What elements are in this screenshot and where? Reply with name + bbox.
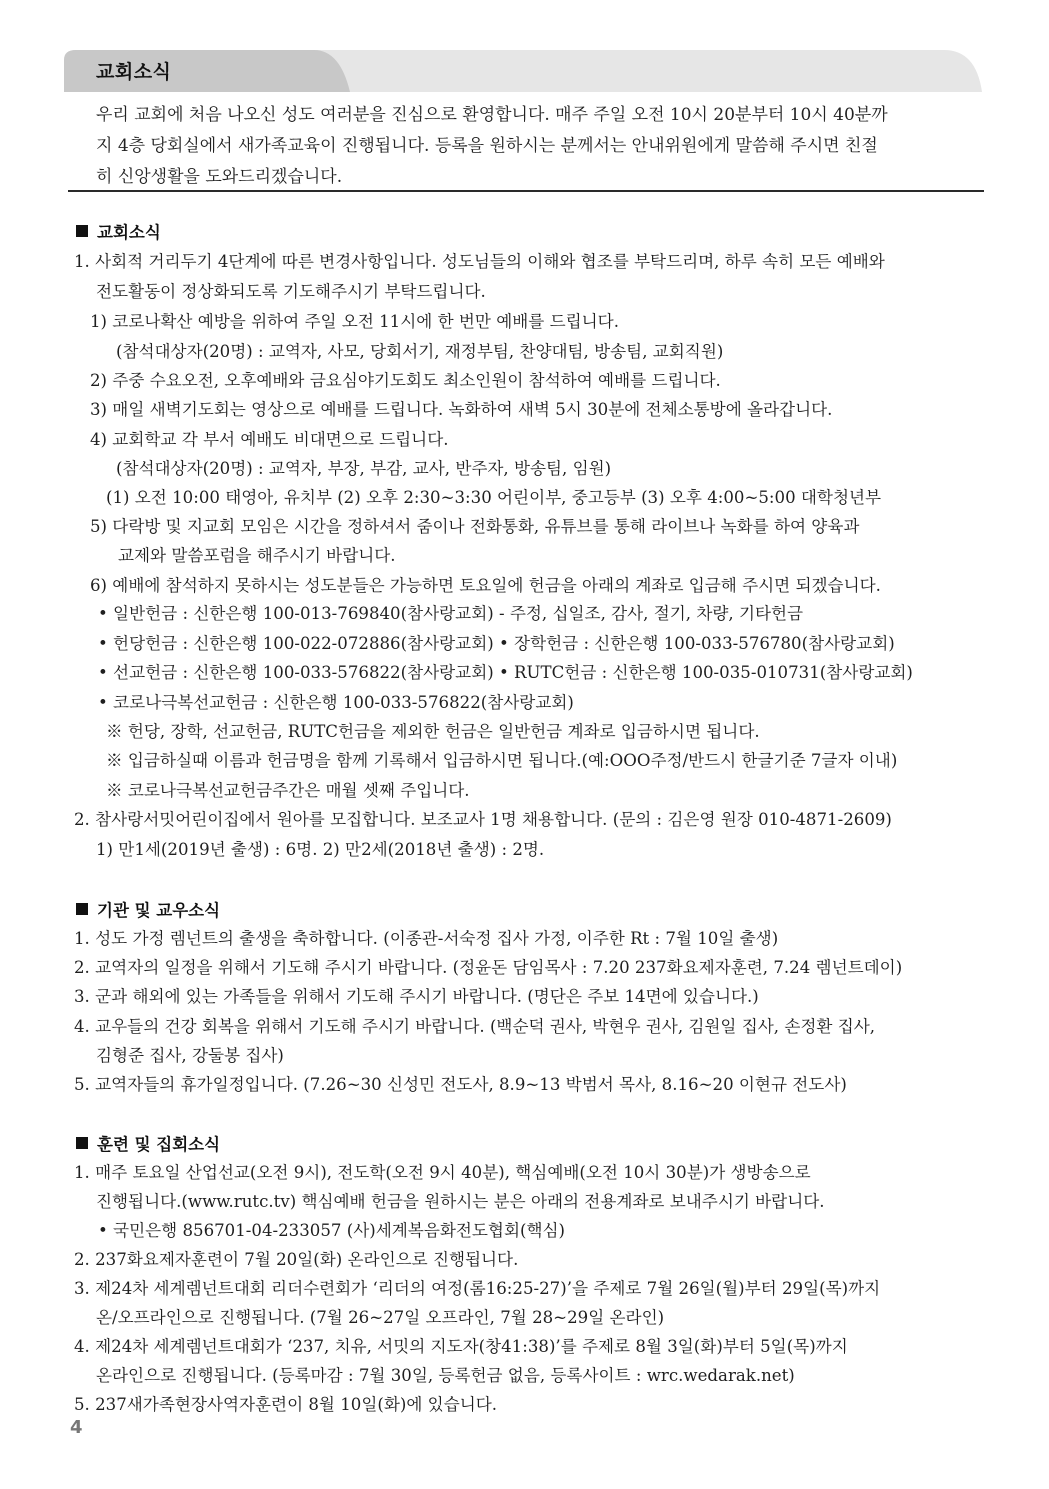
news-line: 1) 코로나확산 예방을 위하여 주일 오전 11시에 한 번만 예배를 드립니다. (90, 312, 619, 331)
section-heading-training-news: 훈련 및 집회소식 (76, 1131, 220, 1155)
welcome-notice (68, 96, 984, 192)
news-line: 1) 만1세(2019년 출생) : 6명. 2) 만2세(2018년 출생) : 2명. (96, 840, 545, 859)
page-title: 교회소식 (96, 61, 172, 83)
training-news-line: 온라인으로 진행됩니다. (등록마감 : 7월 30일, 등록헌금 없음, 등록사이트 : wrc.wedarak.net) (96, 1366, 795, 1385)
news-line: • 선교헌금 : 신한은행 100-033-576822(참사랑교회) • RUTC헌금 : 신한은행 100-035-010731(참사랑교회) (98, 663, 913, 682)
section-heading-church-news: 교회소식 (76, 219, 161, 243)
member-news-line: 2. 교역자의 일정을 위해서 기도해 주시기 바랍니다. (정윤돈 담임목사 : 7.20 237화요제자훈련, 7.24 렘넌트데이) (74, 958, 903, 977)
training-news-line: • 국민은행 856701-04-233057 (사)세계복음화전도협회(핵심) (98, 1221, 565, 1240)
member-news-line: 1. 성도 가정 렘넌트의 출생을 축하합니다. (이종관-서숙정 집사 가정, 이주한 Rt : 7월 10일 출생) (74, 929, 779, 948)
section-heading-member-news: 기관 및 교우소식 (76, 897, 220, 921)
welcome-line: 지 4층 당회실에서 새가족교육이 진행됩니다. 등록을 원하시는 분께서는 안내위원에게 말씀해 주시면 친절 (96, 136, 878, 156)
news-line: ※ 입금하실때 이름과 헌금명을 함께 기록해서 입금하시면 됩니다.(예:OOO주정/반드시 한글기준 7글자 이내) (106, 751, 898, 770)
header-band (64, 46, 982, 92)
member-news-line: 4. 교우들의 건강 회복을 위해서 기도해 주시기 바랍니다. (백순덕 권사, 박현우 권사, 김원일 집사, 손정환 집사, (74, 1017, 876, 1036)
member-news-line: 3. 군과 해외에 있는 가족들을 위해서 기도해 주시기 바랍니다. (명단은 주보 14면에 있습니다.) (74, 987, 759, 1006)
welcome-line: 히 신앙생활을 도와드리겠습니다. (96, 167, 343, 187)
news-line: 4) 교회학교 각 부서 예배도 비대면으로 드립니다. (90, 430, 449, 449)
news-line: ※ 코로나극복선교헌금주간은 매월 셋째 주입니다. (106, 781, 470, 800)
news-line: 5) 다락방 및 지교회 모임은 시간을 정하셔서 줌이나 전화통화, 유튜브를 통해 라이브나 녹화를 하여 양육과 (90, 517, 860, 536)
news-line: 전도활동이 정상화되도록 기도해주시기 부탁드립니다. (96, 282, 486, 301)
square-bullet-icon (76, 1137, 88, 1149)
news-line: • 헌당헌금 : 신한은행 100-022-072886(참사랑교회) • 장학헌금 : 신한은행 100-033-576780(참사랑교회) (98, 634, 895, 653)
news-line: • 코로나극복선교헌금 : 신한은행 100-033-576822(참사랑교회) (98, 693, 574, 712)
member-news-line: 김형준 집사, 강둘봉 집사) (96, 1046, 284, 1065)
news-line: (1) 오전 10:00 태영아, 유치부 (2) 오후 2:30~3:30 어린이부, 중고등부 (3) 오후 4:00~5:00 대학청년부 (106, 488, 882, 507)
news-line: • 일반헌금 : 신한은행 100-013-769840(참사랑교회) - 주정, 십일조, 감사, 절기, 차량, 기타헌금 (98, 604, 804, 623)
news-line: ※ 헌당, 장학, 선교헌금, RUTC헌금을 제외한 헌금은 일반헌금 계좌로 입금하시면 됩니다. (106, 722, 760, 741)
member-news-line: 5. 교역자들의 휴가일정입니다. (7.26~30 신성민 전도사, 8.9~13 박범서 목사, 8.16~20 이현규 전도사) (74, 1075, 847, 1094)
training-news-line: 진행됩니다.(www.rutc.tv) 핵심예배 헌금을 원하시는 분은 아래의 전용계좌로 보내주시기 바랍니다. (96, 1192, 825, 1211)
news-line: 1. 사회적 거리두기 4단계에 따른 변경사항입니다. 성도님들의 이해와 협조를 부탁드리며, 하루 속히 모든 예배와 (74, 252, 885, 271)
news-line: 2) 주중 수요오전, 오후예배와 금요심야기도회도 최소인원이 참석하여 예배를 드립니다. (90, 371, 721, 390)
square-bullet-icon (76, 225, 88, 237)
news-line: 교제와 말씀포럼을 해주시기 바랍니다. (118, 546, 396, 565)
page-number: 4 (70, 1417, 83, 1438)
header-tab-shape (64, 46, 982, 92)
news-line: 6) 예배에 참석하지 못하시는 성도분들은 가능하면 토요일에 헌금을 아래의 계좌로 입금해 주시면 되겠습니다. (90, 576, 881, 595)
square-bullet-icon (76, 903, 88, 915)
news-line: (참석대상자(20명) : 교역자, 부장, 부감, 교사, 반주자, 방송팀, 임원) (116, 459, 612, 478)
training-news-line: 3. 제24차 세계렘넌트대회 리더수련회가 ‘리더의 여정(롬16:25-27)’을 주제로 7월 26일(월)부터 29일(목)까지 (74, 1279, 881, 1298)
news-line: 3) 매일 새벽기도회는 영상으로 예배를 드립니다. 녹화하여 새벽 5시 30분에 전체소통방에 올라갑니다. (90, 400, 833, 419)
welcome-line: 우리 교회에 처음 나오신 성도 여러분을 진심으로 환영합니다. 매주 주일 오전 10시 20분부터 10시 40분까 (96, 105, 888, 125)
training-news-line: 2. 237화요제자훈련이 7월 20일(화) 온라인으로 진행됩니다. (74, 1250, 519, 1269)
training-news-line: 5. 237새가족현장사역자훈련이 8월 10일(화)에 있습니다. (74, 1395, 498, 1414)
training-news-line: 4. 제24차 세계렘넌트대회가 ‘237, 치유, 서밋의 지도자(창41:38)’를 주제로 8월 3일(화)부터 5일(목)까지 (74, 1337, 848, 1356)
training-news-line: 1. 매주 토요일 산업선교(오전 9시), 전도학(오전 9시 40분), 핵심예배(오전 10시 30분)가 생방송으로 (74, 1163, 811, 1182)
training-news-line: 온/오프라인으로 진행됩니다. (7월 26~27일 오프라인, 7월 28~29일 온라인) (96, 1308, 665, 1327)
news-line: 2. 참사랑서밋어린이집에서 원아를 모집합니다. 보조교사 1명 채용합니다. (문의 : 김은영 원장 010-4871-2609) (74, 810, 892, 829)
news-line: (참석대상자(20명) : 교역자, 사모, 당회서기, 재정부팀, 찬양대팀, 방송팀, 교회직원) (116, 342, 724, 361)
